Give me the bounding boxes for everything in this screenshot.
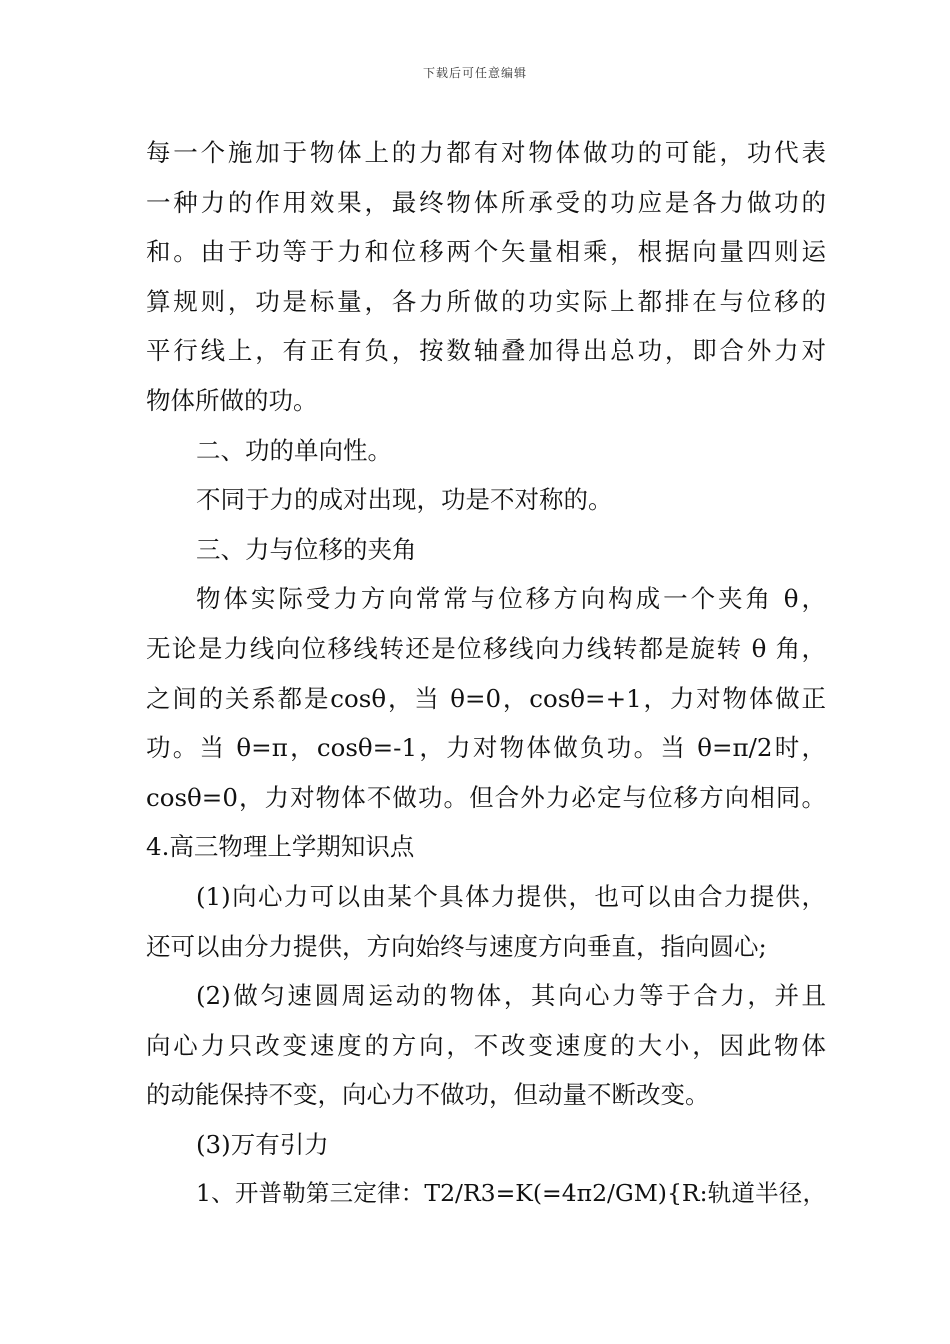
text-line: 无论是力线向位移线转还是位移线向力线转都是旋转 θ 角，: [146, 633, 826, 663]
page-header: 下载后可任意编辑: [422, 66, 527, 80]
text-line: 不同于力的成对出现，功是不对称的。: [196, 485, 613, 515]
text-line: 平行线上，有正有负，按数轴叠加得出总功，即合外力对: [146, 336, 826, 366]
text-line: 功。当 θ=π，cosθ=-1，力对物体做负功。当 θ=π/2时，: [146, 733, 826, 763]
text-line: 每一个施加于物体上的力都有对物体做功的可能，功代表: [146, 138, 826, 167]
text-line: cosθ=0，力对物体不做功。但合外力必定与位移方向相同。: [146, 782, 826, 812]
text-line: 的动能保持不变，向心力不做功，但动量不断改变。: [146, 1080, 710, 1110]
text-line: 物体实际受力方向常常与位移方向构成一个夹角 θ，: [196, 584, 826, 614]
text-line: 物体所做的功。: [146, 385, 318, 415]
text-line: 4.高三物理上学期知识点: [146, 832, 415, 862]
text-line: 向心力只改变速度的方向，不改变速度的大小，因此物体: [146, 1030, 826, 1060]
text-line: 算规则，功是标量，各力所做的功实际上都排在与位移的: [146, 286, 826, 316]
text-line: 二、功的单向性。: [196, 435, 392, 465]
text-line: (2)做匀速圆周运动的物体，其向心力等于合力，并且: [196, 981, 826, 1011]
text-line: 一种力的作用效果，最终物体所承受的功应是各力做功的: [146, 187, 826, 217]
text-line: 1、开普勒第三定律：T2/R3=K(=4π2/GM){R:轨道半径，: [196, 1179, 826, 1208]
text-line: 和。由于功等于力和位移两个矢量相乘，根据向量四则运: [146, 237, 826, 267]
text-line: 还可以由分力提供，方向始终与速度方向垂直，指向圆心;: [146, 931, 767, 961]
text-line: 之间的关系都是cosθ，当 θ=0，cosθ=+1，力对物体做正: [146, 683, 826, 713]
text-line: (1)向心力可以由某个具体力提供，也可以由合力提供，: [196, 881, 826, 911]
document-body: [146, 128, 826, 1219]
text-line: 三、力与位移的夹角: [196, 534, 417, 564]
text-line: (3)万有引力: [196, 1129, 329, 1159]
